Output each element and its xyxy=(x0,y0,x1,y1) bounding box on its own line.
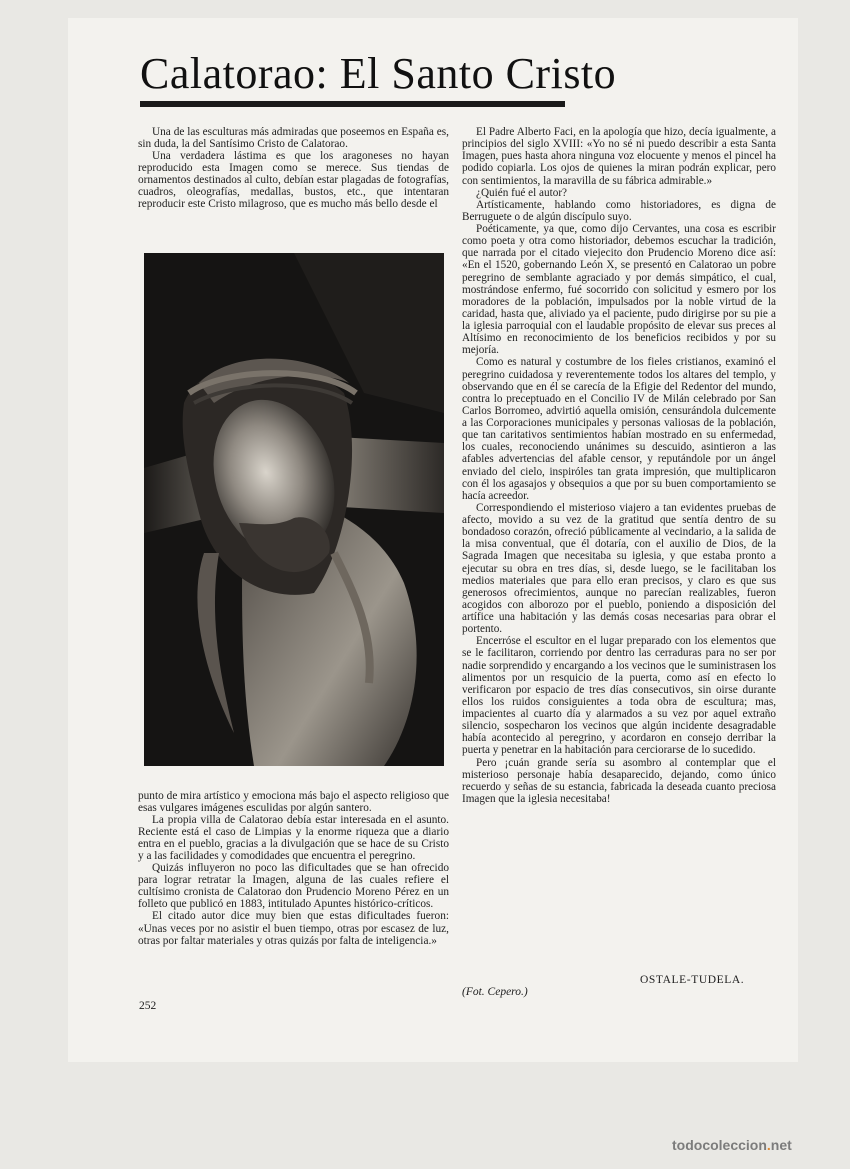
paragraph: Pero ¡cuán grande sería su asombro al contemplar que el misterioso personaje había desaparecido, dejando, como único recuerdo y señas de su estancia, fabricada la deseada cuanto preciosa Imagen que la iglesia necesitaba! xyxy=(462,756,776,805)
photo-credit: (Fot. Cepero.) xyxy=(462,986,528,998)
paragraph: Una verdadera lástima es que los aragoneses no hayan reproducido esta Imagen como se merece. Sus tiendas de ornamentos destinados al culto, debían estar plagadas de fotografías, cuadros, oleografías, medallas, bustos, etc., que intentaran reproducir este Cristo milagroso, que es mucho más bello desde el xyxy=(138,150,449,211)
crucifix-photo xyxy=(144,253,444,766)
paragraph: Encerróse el escultor en el lugar preparado con los elementos que se le facilitaron, corriendo por dentro las cerraduras para no ser por nadie sorprendido y encargando a los vecinos que le suministrasen los alimentos por un resquicio de la puerta, como así en efecto lo verificaron por espacio de tres días consecutivos, sin oirse durante ellos los ruidos consiguientes a toda obra de escultura; mas, impacientes al cuarto día y alarmados a su vez por aquel extraño silencio, sospecharon los vecinos que algún incidente desagradable había acontecido al peregrino, y acordaron en consejo derribar la puerta y penetrar en la habitación para cerciorarse de lo sucedido. xyxy=(462,635,776,757)
right-column xyxy=(462,126,776,805)
paragraph: El citado autor dice muy bien que estas dificultades fueron: «Unas veces por no asistir el buen tiempo, otras por escasez de luz, otras por faltar materiales y otras quizás por falta de inteligencia.» xyxy=(138,910,449,947)
paragraph: La propia villa de Calatorao debía estar interesada en el asunto. Reciente está el caso de Limpias y la enorme riqueza que a diario entra en el pueblo, gracias a la divulgación que se hace de su Cristo y a las facilidades y comodidades que encuentra el peregrino. xyxy=(138,814,449,863)
watermark xyxy=(672,1137,792,1153)
page-number: 252 xyxy=(139,1000,157,1012)
paragraph: Una de las esculturas más admiradas que poseemos en España es, sin duda, la del Santísimo Cristo de Calatorao. xyxy=(138,126,449,151)
paragraph: punto de mira artístico y emociona más bajo el aspecto religioso que esas vulgares imágenes esculidas por algún santero. xyxy=(138,790,449,815)
watermark-text: todocoleccion xyxy=(672,1137,767,1153)
title-rule xyxy=(140,101,565,107)
paragraph: Correspondiendo el misterioso viajero a tan evidentes pruebas de afecto, movido a su vez de la gratitud que sentía dentro de su bondadoso corazón, ofreció públicamente al vecindario, a la salida de la misa conventual, que él dotaría, con el auxilio de Dios, de la Sagrada Imagen que necesitaba su iglesia, y que estaba pronto a ejecutar su obra en tres días, si, desde luego, se le facilitaban los medios materiales que para ello eran precisos, y claro es que sus generosos ofrecimientos, aunque no parecían realizables, fueron acogidos con alborozo por el pueblo, poniendo a disposición del artífice una habitación y las demás cosas necesarias para obrar el portento. xyxy=(462,501,776,636)
author-signature: OSTALE-TUDELA. xyxy=(640,974,745,986)
paragraph: Como es natural y costumbre de los fieles cristianos, examinó el peregrino cuidadosa y reverentemente todos los altares del templo, y observando que en él se carecía de la Efigie del Redentor del mundo, contra lo preceptuado en el Concilio IV de Milán celebrado por San Carlos Borromeo, advirtió aquella omisión, censurándola dulcemente a las Corporaciones municipales y personas valiosas de la población, que tan caritativos sentimientos habían mostrado en su enfermedad, los cuales, reconociendo unánimes su descuido, asintieron a las afables advertencias del afable censor, y reputándole por un ángel enviado del cielo, inspiróles tan grata impresión, que multiplicaron con él los agasajos y obsequios a que por su buen comportamiento se hacía acreedor. xyxy=(462,356,776,502)
watermark-dot: . xyxy=(766,1137,771,1153)
paragraph: ¿Quién fué el autor? xyxy=(476,186,568,199)
article-title: Calatorao: El Santo Cristo xyxy=(140,49,617,98)
christ-sculpture-image xyxy=(144,253,444,766)
paragraph: Artísticamente, hablando como historiadores, es digna de Berruguete o de algún discípulo suyo. xyxy=(462,198,776,223)
paragraph: Quizás influyeron no poco las dificultades que se han ofrecido para lograr retratar la Imagen, alguna de las cuales refiere el cultísimo cronista de Calatorao don Prudencio Moreno Pérez en un folleto que publicó en 1883, intitulado Apuntes histórico-críticos. xyxy=(138,862,449,911)
watermark-suffix: net xyxy=(770,1137,792,1153)
paragraph: El Padre Alberto Faci, en la apología que hizo, decía igualmente, a principios del siglo XVIII: «Yo no sé ni puedo describir a esta Santa Imagen, pues hasta ahora ninguna voz elocuente y menos el pincel ha podido copiarla. Los ojos de quienes la miran podrán explicar, pero con sentimientos, la maravilla de su fábrica admirable.» xyxy=(462,126,776,187)
left-column-bottom xyxy=(138,790,449,947)
left-column-top xyxy=(138,126,449,210)
paragraph: Poéticamente, ya que, como dijo Cervantes, una cosa es escribir como poeta y otra como historiador, debemos escuchar la tradición, que narrada por el citado viejecito don Prudencio Moreno dice así: «En el 1520, gobernando León X, se presentó en Calatorao un pobre peregrino de semblante agraciado y por demás simpático, el cual, mostrándose enfermo, fué socorrido con solicitud y esmero por los moradores de la población, impulsados por la noble virtud de la caridad, hasta que, aliviado ya el paciente, pudo dirigirse por su pie a la iglesia parroquial con el laudable propósito de elevar sus preces al Altísimo en reconocimiento de los beneficios recibidos y por su mejoría. xyxy=(462,223,776,357)
